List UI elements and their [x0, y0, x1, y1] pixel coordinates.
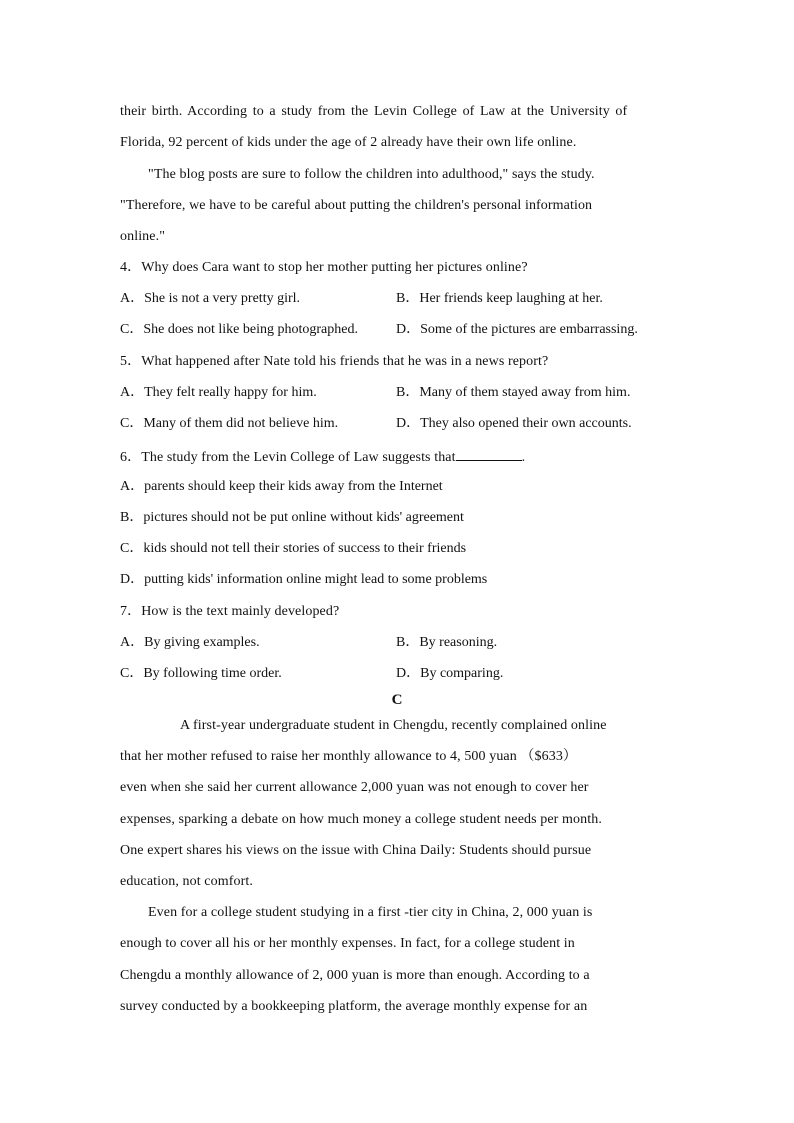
q4-option-d[interactable]: D．Some of the pictures are embarrassing.: [396, 322, 638, 337]
section-c-para2-line: survey conducted by a bookkeeping platform, the average monthly expense for an: [120, 999, 588, 1014]
section-c-para1-line: even when she said her current allowance 2,000 yuan was not enough to cover her: [120, 780, 589, 795]
section-c-para2-line: Even for a college student studying in a first -tier city in China, 2, 000 yuan is: [148, 905, 593, 920]
section-c-para2-line: enough to cover all his or her monthly expenses. In fact, for a college student in: [120, 936, 575, 951]
q7-option-b[interactable]: B．By reasoning.: [396, 635, 498, 650]
answer-blank[interactable]: [456, 446, 522, 461]
passage-line: their birth. According to a study from the Levin College of Law at the University of: [120, 104, 628, 119]
passage-line: Florida, 92 percent of kids under the age of 2 already have their own life online.: [120, 135, 577, 150]
q5-option-b[interactable]: B．Many of them stayed away from him.: [396, 385, 631, 400]
passage-line: online.": [120, 229, 166, 244]
q6-option-b[interactable]: B．pictures should not be put online without kids' agreement: [120, 510, 464, 525]
q4-option-c[interactable]: C．She does not like being photographed.: [120, 322, 358, 337]
q7-option-c[interactable]: C．By following time order.: [120, 666, 282, 681]
q7-option-d[interactable]: D．By comparing.: [396, 666, 504, 681]
section-c-para2-line: Chengdu a monthly allowance of 2, 000 yuan is more than enough. According to a: [120, 968, 590, 983]
question-4-stem: 4．Why does Cara want to stop her mother putting her pictures online?: [120, 260, 528, 275]
passage-line: "The blog posts are sure to follow the children into adulthood," says the study.: [148, 167, 595, 182]
q6-option-c[interactable]: C．kids should not tell their stories of success to their friends: [120, 541, 467, 556]
q5-option-d[interactable]: D．They also opened their own accounts.: [396, 416, 632, 431]
q6-option-d[interactable]: D．putting kids' information online might lead to some problems: [120, 572, 488, 587]
section-c-title: C: [391, 692, 403, 708]
passage-line: "Therefore, we have to be careful about putting the children's personal information: [120, 198, 593, 213]
q5-option-a[interactable]: A．They felt really happy for him.: [120, 385, 317, 400]
q4-option-b[interactable]: B．Her friends keep laughing at her.: [396, 291, 603, 306]
question-7-stem: 7．How is the text mainly developed?: [120, 604, 340, 619]
question-6-end: .: [521, 450, 526, 465]
section-c-para1-line: expenses, sparking a debate on how much money a college student needs per month.: [120, 812, 602, 827]
question-6-stem: [120, 446, 680, 468]
question-5-stem: 5．What happened after Nate told his friends that he was in a news report?: [120, 354, 549, 369]
section-c-para1-line: education, not comfort.: [120, 874, 253, 889]
section-c-para1-line: that her mother refused to raise her monthly allowance to 4, 500 yuan （$633）: [120, 749, 578, 764]
section-c-para1-line: A first-year undergraduate student in Chengdu, recently complained online: [180, 718, 607, 733]
q4-option-a[interactable]: A．She is not a very pretty girl.: [120, 291, 301, 306]
q5-option-c[interactable]: C．Many of them did not believe him.: [120, 416, 339, 431]
q7-option-a[interactable]: A．By giving examples.: [120, 635, 260, 650]
question-6-text: 6．The study from the Levin College of Law suggests that: [120, 450, 456, 465]
q6-option-a[interactable]: A．parents should keep their kids away from the Internet: [120, 479, 443, 494]
section-c-para1-line: One expert shares his views on the issue with China Daily: Students should pursue: [120, 843, 592, 858]
